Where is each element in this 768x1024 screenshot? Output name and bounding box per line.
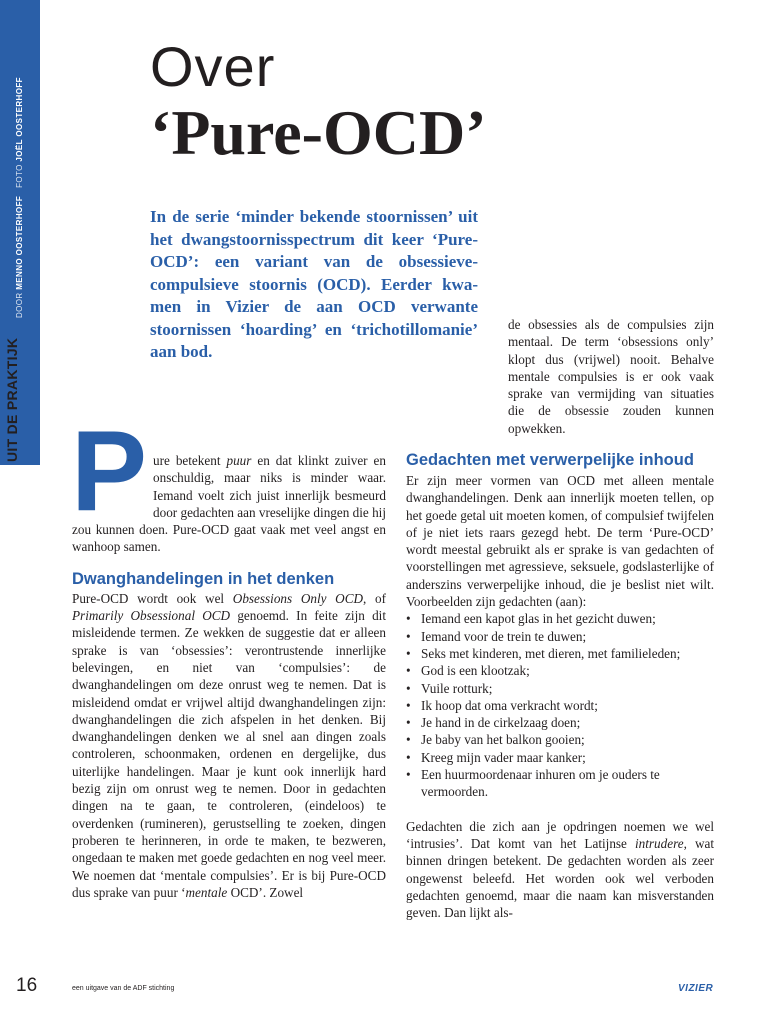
list-item: • Iemand een kapot glas in het gezicht duwen; bbox=[406, 610, 714, 627]
list-item: • God is een klootzak; bbox=[406, 662, 714, 679]
title-line-1: Over bbox=[150, 35, 276, 98]
examples-list bbox=[406, 610, 714, 800]
list-item: • Seks met kinderen, met dieren, met familieleden; bbox=[406, 645, 714, 662]
credits-line bbox=[15, 77, 24, 318]
list-item: • Ik hoop dat oma verkracht wordt; bbox=[406, 697, 714, 714]
photographer-name: JOËL OOSTERHOFF bbox=[15, 77, 24, 162]
list-item: • Je baby van het balkon gooien; bbox=[406, 731, 714, 748]
left-subheading: Dwanghandelingen in het denken bbox=[72, 569, 335, 588]
left-paragraph-1: Pure betekent puur en dat klinkt zuiver en onschuldig, maar niks is minder waar. Iemand voelt zich juist innerlijk besmeurd door gedachten aan vreselijke dingen die hij zou kunnen doen. Pure-OCD gaat vaak met veel angst en wanhoop samen. bbox=[71, 408, 386, 555]
right-top-paragraph: de obsessies als de compulsies zijn mentaal. De term ‘obsessions only’ klopt dus (vrijwel) nooit. Behalve mentale compulsies is er ook vaak sprake van vermijding van situaties die de obsessie zouden kunnen opwekken. bbox=[508, 317, 714, 436]
right-paragraph-1: Er zijn meer vormen van OCD met alleen mentale dwanghandelingen. Denk aan innerlijk moeten tellen, op het goede getal uit moeten komen, of compulsief twijfelen of je niet iets raars gezegd hebt. De term ‘Pure-OCD’ wordt meestal gebruikt als er sprake is van gedachten of voorstellingen met agressieve, seksuele, godslasterlijke of anderszins verwerpelijke inhoud, die je beslist niet wilt. Voorbeelden zijn gedachten (aan): bbox=[406, 473, 714, 610]
right-column bbox=[406, 452, 714, 921]
right-paragraph-2: Gedachten die zich aan je opdringen noemen we wel ‘intrusies’. Dat komt van het Latijnse intrudere, wat binnen dringen betekent. De gedachten worden als zeer ongewenst beleefd. Het worden ook wel verboden gedachten genoemd, maar die naam kan misverstanden geven. Dan lijkt als- bbox=[406, 818, 714, 921]
author-name: MENNO OOSTERHOFF bbox=[15, 195, 24, 290]
section-label bbox=[4, 430, 20, 462]
left-column bbox=[71, 408, 387, 901]
title-line-2: ‘Pure-OCD’ bbox=[150, 97, 487, 168]
list-item: • Iemand voor de trein te duwen; bbox=[406, 628, 714, 645]
page-number: 16 bbox=[16, 975, 38, 996]
door-label: DOOR bbox=[15, 292, 24, 318]
left-paragraph-2: Pure-OCD wordt ook wel Obsessions Only OCD, of Primarily Obsessional OCD genoemd. In feite zijn dit misleidende termen. Ze wekken de suggestie dat er alleen sprake is van ‘obsessies’: verontrustende innerlijke belevingen, en niet van ‘compulsies’: de dwanghandelingen om deze onrust weg te nemen. Dat is misleidend omdat er vrijwel altijd dwanghandelingen zijn: dwanghandelingen die zich afspelen in het denken. Bij dwanghandelingen denken we al snel aan dingen zoals controleren, schoonmaken, ordenen en dergelijke, dus uiterlijke handelingen. Maar je kunt ook innerlijk hard bezig zijn om onrust weg te nemen. Door in gedachten dingen na te gaan, te controleren, (eindeloos) te overdenken (rumineren), gerustselling te zoeken, dingen proberen te herinneren, in orde te maken, te bezweren, ongedaan te maken met goede gedachten en nog veel meer. We noemen dat ‘mentale compulsies’. Er is bij Pure-OCD dus sprake van puur ‘mentale OCD’. Zowel bbox=[72, 590, 387, 900]
brand-logo: VIZIER bbox=[678, 983, 714, 994]
list-item: • Je hand in de cirkelzaag doen; bbox=[406, 714, 714, 731]
list-item: • Vuile rotturk; bbox=[406, 680, 714, 697]
list-item: • Een huurmoordenaar inhuren om je ouders te vermoorden. bbox=[406, 766, 714, 801]
list-item: • Kreeg mijn vader maar kanker; bbox=[406, 749, 714, 766]
right-column-top bbox=[508, 316, 714, 437]
drop-cap: P bbox=[71, 408, 148, 535]
right-subheading: Gedachten met verwerpelijke inhoud bbox=[406, 451, 694, 469]
publisher-line: een uitgave van de ADF stichting bbox=[72, 985, 175, 992]
foto-label: FOTO bbox=[15, 164, 24, 188]
intro-paragraph: In de serie ‘minder bekende stoornissen’ uit het dwangstoornisspectrum dit keer ‘Pure-OCD’: een variant van de obsessieve-compulsieve stoornis (OCD). Eerder kwamen in Vizier de aan OCD verwante stoornissen ‘hoarding’ en ‘trichotillomanie’ aan bod. bbox=[150, 207, 478, 361]
